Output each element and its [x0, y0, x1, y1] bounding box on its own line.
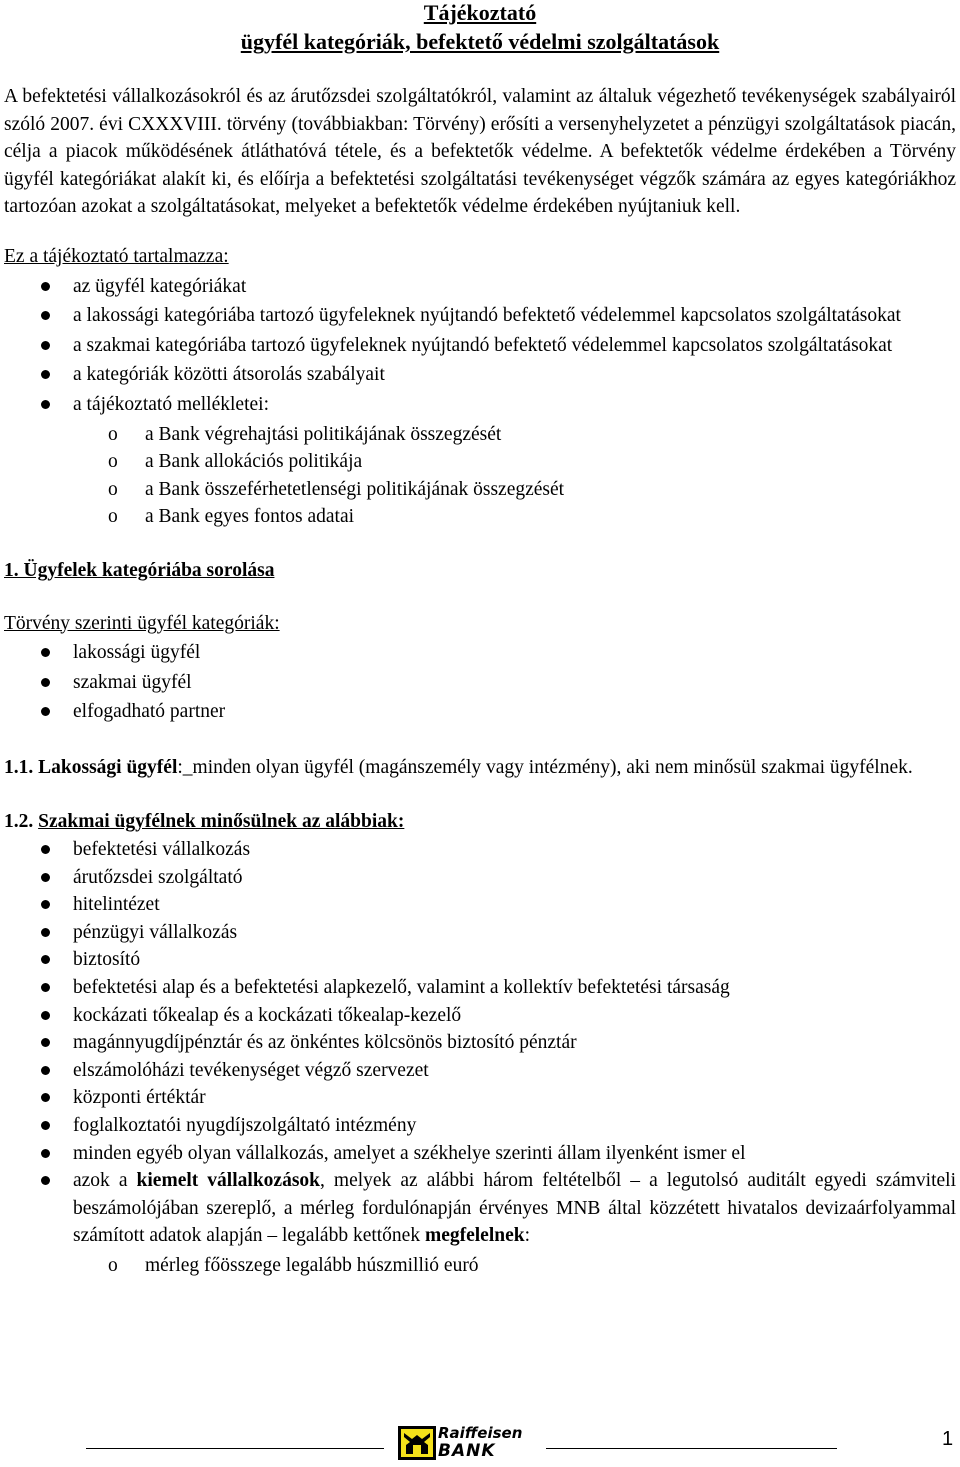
professional-client-list [4, 836, 956, 1280]
section-1-1-paragraph: 1.1. Lakossági ügyfél:_minden olyan ügyfél (magánszemély vagy intézmény), aki nem minősül szakmai ügyfélnek. [4, 756, 913, 778]
list-item: elszámolóházi tevékenységet végző szervezet [4, 1057, 956, 1085]
intro-part-2: A befektetők védelme érdekében a Törvény ügyfél kategóriákat alakít ki, és előírja a befektetési szolgáltatási tevékenységet végzők számára az egyes kategóriákhoz tartozóan azokat a szolgáltatásokat, melyeket a befektetők védelme érdekében nyújtaniuk kell. [4, 141, 956, 218]
footer-rule-left [86, 1448, 384, 1449]
list-item: szakmai ügyfél [4, 669, 956, 697]
list-item: a kategóriák közötti átsorolás szabályait [4, 361, 956, 389]
list-item: hitelintézet [4, 891, 956, 919]
sub-list-item: o a Bank egyes fontos adatai [4, 503, 956, 531]
contents-label: Ez a tájékoztató tartalmazza: [4, 245, 229, 267]
document-title [4, 0, 956, 56]
intro-paragraph [4, 83, 956, 221]
title-line-1: Tájékoztató [423, 0, 537, 25]
list-item: pénzügyi vállalkozás [4, 919, 956, 947]
list-item: elfogadható partner [4, 698, 956, 726]
logo-bank: BANK [438, 1441, 496, 1461]
categories-label: Törvény szerinti ügyfél kategóriák: [4, 612, 280, 634]
criteria-list [73, 1252, 956, 1280]
logo-name: Raiffeisen [438, 1424, 523, 1442]
list-item: magánnyugdíjpénztár és az önkéntes kölcsönös biztosító pénztár [4, 1029, 956, 1057]
list-item: a tájékoztató mellékletei: o a Bank végrehajtási politikájának összegzését o a Bank allokációs politikája o a Bank összeférhetetlenségi politikájának összegzését o a Bank egyes fontos adatai [4, 391, 956, 531]
categories-list [4, 639, 956, 726]
list-item: befektetési alap és a befektetési alapkezelő, valamint a kollektív befektetési társaság [4, 974, 956, 1002]
sub-list-item: o mérleg főösszege legalább húszmillió euró [4, 1252, 956, 1280]
list-item: biztosító [4, 946, 956, 974]
intro-part-1: A befektetési vállalkozásokról és az árutőzsdei szolgáltatókról, valamint az általuk végezhető tevékenységek szabályairól szóló 2007. évi CXXXVIII. törvény (továbbiakban: Törvény) erősíti a versenyhelyzetet a pénzügyi szolgáltatások piacán, célja a piacok működésének átláthatóvá tétele, és a befektetők védelme. [4, 86, 956, 163]
section-1-2-heading: 1.2. Szakmai ügyfélnek minősülnek az alábbiak: [4, 811, 405, 833]
title-line-2: ügyfél kategóriák, befektető védelmi szolgáltatások [240, 29, 720, 54]
list-item: minden egyéb olyan vállalkozás, amelyet a székhelye szerinti állam ilyenként ismer el [4, 1140, 956, 1168]
list-item: a szakmai kategóriába tartozó ügyfeleknek nyújtandó befektető védelemmel kapcsolatos szolgáltatásokat [4, 332, 956, 360]
list-item: a lakossági kategóriába tartozó ügyfeleknek nyújtandó befektető védelemmel kapcsolatos szolgáltatásokat [4, 302, 956, 330]
list-item: azok a kiemelt vállalkozások, melyek az alábbi három feltételből – a legutolsó auditált egyedi számviteli beszámolójában szereplő, a mérleg fordulónapján érvényes MNB által közzétett hivatalos devizaárfolyammal számított adatok alapján – legalább kettőnek megfelelnek: o mérleg főösszege legalább húszmillió euró [4, 1167, 956, 1279]
list-item: az ügyfél kategóriákat [4, 273, 956, 301]
raiffeisen-bank-logo [398, 1424, 530, 1462]
list-item: árutőzsdei szolgáltató [4, 864, 956, 892]
section-1-heading: 1. Ügyfelek kategóriába sorolása [4, 559, 275, 581]
sub-list-item: o a Bank allokációs politikája [4, 448, 956, 476]
page-footer [0, 1418, 960, 1467]
contents-list [4, 273, 956, 531]
raiffeisen-gable-icon [398, 1426, 436, 1460]
list-item: lakossági ügyfél [4, 639, 956, 667]
list-item: kockázati tőkealap és a kockázati tőkealap-kezelő [4, 1002, 956, 1030]
footer-rule-right [546, 1448, 837, 1449]
document-page [4, 0, 956, 1280]
page-number: 1 [942, 1428, 954, 1450]
list-item: befektetési vállalkozás [4, 836, 956, 864]
appendix-list [73, 421, 956, 531]
list-item: központi értéktár [4, 1084, 956, 1112]
list-item: foglalkoztatói nyugdíjszolgáltató intézmény [4, 1112, 956, 1140]
sub-list-item: o a Bank végrehajtási politikájának összegzését [4, 421, 956, 449]
sub-list-item: o a Bank összeférhetetlenségi politikájának összegzését [4, 476, 956, 504]
